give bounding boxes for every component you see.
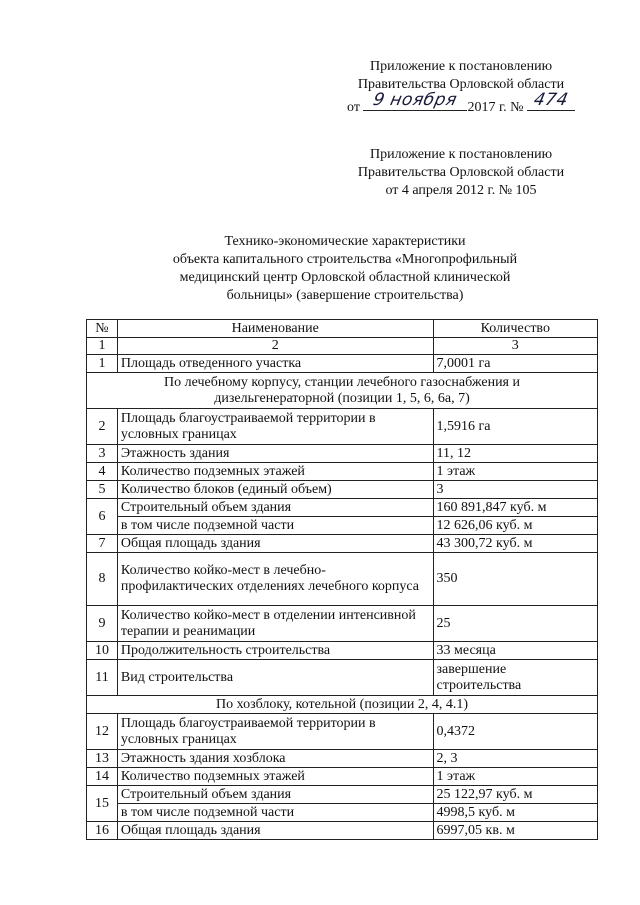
row-name: Строительный объем здания bbox=[117, 499, 433, 517]
table-subrow bbox=[87, 517, 598, 535]
approval-header-date-line bbox=[316, 90, 606, 117]
row-value: 1,5916 га bbox=[433, 409, 597, 445]
table-row bbox=[87, 660, 598, 696]
row-name: Площадь отведенного участка bbox=[117, 355, 433, 373]
row-name: Вид строительства bbox=[117, 660, 433, 696]
row-name: Количество подземных этажей bbox=[117, 768, 433, 786]
row-name: Количество койко-мест в отделении интенсивной терапии и реанимации bbox=[117, 606, 433, 642]
row-num: 5 bbox=[87, 481, 118, 499]
title-line1: Технико-экономические характеристики bbox=[224, 234, 466, 249]
row-value: 0,4372 bbox=[433, 714, 597, 750]
table-row bbox=[87, 553, 598, 606]
date-field bbox=[363, 90, 467, 111]
table-row bbox=[87, 535, 598, 553]
row-value: 1 этаж bbox=[433, 768, 597, 786]
row-name: Строительный объем здания bbox=[117, 786, 433, 804]
row-value: 25 122,97 куб. м bbox=[433, 786, 597, 804]
original-header-line2: Правительства Орловской области bbox=[357, 165, 565, 180]
row-num: 6 bbox=[87, 499, 118, 535]
row-value: 7,0001 га bbox=[433, 355, 597, 373]
row-num: 12 bbox=[87, 714, 118, 750]
row-name: Количество подземных этажей bbox=[117, 463, 433, 481]
row-value: завершение строительства bbox=[433, 660, 597, 696]
index-name: 2 bbox=[117, 338, 433, 355]
table-row bbox=[87, 714, 598, 750]
row-value: 2, 3 bbox=[433, 750, 597, 768]
index-value: 3 bbox=[433, 338, 597, 355]
row-value: 11, 12 bbox=[433, 445, 597, 463]
row-num: 14 bbox=[87, 768, 118, 786]
table-row bbox=[87, 642, 598, 660]
section-row bbox=[87, 373, 598, 409]
original-header bbox=[316, 146, 606, 200]
row-name: Общая площадь здания bbox=[117, 535, 433, 553]
row-value: 6997,05 кв. м bbox=[433, 822, 597, 840]
header-name: Наименование bbox=[117, 320, 433, 338]
header-num: № bbox=[87, 320, 118, 338]
table-row bbox=[87, 445, 598, 463]
row-num: 9 bbox=[87, 606, 118, 642]
row-num: 7 bbox=[87, 535, 118, 553]
section-title: По хозблоку, котельной (позиции 2, 4, 4.1) bbox=[87, 696, 598, 714]
row-num: 1 bbox=[87, 355, 118, 373]
row-name: в том числе подземной части bbox=[117, 804, 433, 822]
row-name: Количество койко-мест в лечебно-профилактических отделениях лечебного корпуса bbox=[117, 553, 433, 606]
row-value: 33 месяца bbox=[433, 642, 597, 660]
document-title bbox=[130, 233, 560, 305]
row-value: 12 626,06 куб. м bbox=[433, 517, 597, 535]
table-row bbox=[87, 768, 598, 786]
row-value: 4998,5 куб. м bbox=[433, 804, 597, 822]
row-num: 10 bbox=[87, 642, 118, 660]
handwritten-number: 474 bbox=[531, 90, 571, 110]
table-row bbox=[87, 409, 598, 445]
row-value: 25 bbox=[433, 606, 597, 642]
row-num: 16 bbox=[87, 822, 118, 840]
title-line4: больницы» (завершение строительства) bbox=[226, 288, 464, 303]
table-row bbox=[87, 606, 598, 642]
title-line2: объекта капитального строительства «Многопрофильный bbox=[172, 252, 518, 267]
table-row bbox=[87, 355, 598, 373]
row-value: 43 300,72 куб. м bbox=[433, 535, 597, 553]
row-name: Этажность здания bbox=[117, 445, 433, 463]
original-header-line3: от 4 апреля 2012 г. № 105 bbox=[385, 183, 537, 198]
title-line3: медицинский центр Орловской областной клинической bbox=[179, 270, 511, 285]
year-label: 2017 г. № bbox=[467, 100, 524, 115]
row-value: 1 этаж bbox=[433, 463, 597, 481]
header-value: Количество bbox=[433, 320, 597, 338]
row-name: Площадь благоустраиваемой территории в условных границах bbox=[117, 409, 433, 445]
table-row bbox=[87, 499, 598, 517]
table-row bbox=[87, 463, 598, 481]
section-row bbox=[87, 696, 598, 714]
row-num: 4 bbox=[87, 463, 118, 481]
original-header-line1: Приложение к постановлению bbox=[369, 147, 553, 162]
row-num: 3 bbox=[87, 445, 118, 463]
row-name: Этажность здания хозблока bbox=[117, 750, 433, 768]
table-subrow bbox=[87, 804, 598, 822]
handwritten-date: 9 ноября bbox=[371, 90, 460, 110]
row-name: Количество блоков (единый объем) bbox=[117, 481, 433, 499]
row-num: 11 bbox=[87, 660, 118, 696]
row-value: 3 bbox=[433, 481, 597, 499]
date-prefix: от bbox=[347, 100, 360, 115]
table-row bbox=[87, 822, 598, 840]
row-num: 13 bbox=[87, 750, 118, 768]
table-row bbox=[87, 786, 598, 804]
row-value: 160 891,847 куб. м bbox=[433, 499, 597, 517]
table-header-row bbox=[87, 320, 598, 338]
row-num: 15 bbox=[87, 786, 118, 822]
table-index-row bbox=[87, 338, 598, 355]
row-value: 350 bbox=[433, 553, 597, 606]
table-row bbox=[87, 481, 598, 499]
row-name: Общая площадь здания bbox=[117, 822, 433, 840]
approval-header bbox=[316, 58, 606, 117]
table-row bbox=[87, 750, 598, 768]
section-title: По лечебному корпусу, станции лечебного газоснабжения и дизельгенераторной (позиции 1, 5, 6, 6а, 7) bbox=[87, 373, 598, 409]
row-num: 8 bbox=[87, 553, 118, 606]
row-name: Продолжительность строительства bbox=[117, 642, 433, 660]
characteristics-table bbox=[86, 319, 598, 840]
approval-header-line1: Приложение к постановлению bbox=[369, 59, 553, 74]
number-field bbox=[527, 90, 575, 111]
row-name: в том числе подземной части bbox=[117, 517, 433, 535]
index-num: 1 bbox=[87, 338, 118, 355]
row-num: 2 bbox=[87, 409, 118, 445]
approval-header-line2: Правительства Орловской области bbox=[357, 77, 565, 92]
row-name: Площадь благоустраиваемой территории в условных границах bbox=[117, 714, 433, 750]
